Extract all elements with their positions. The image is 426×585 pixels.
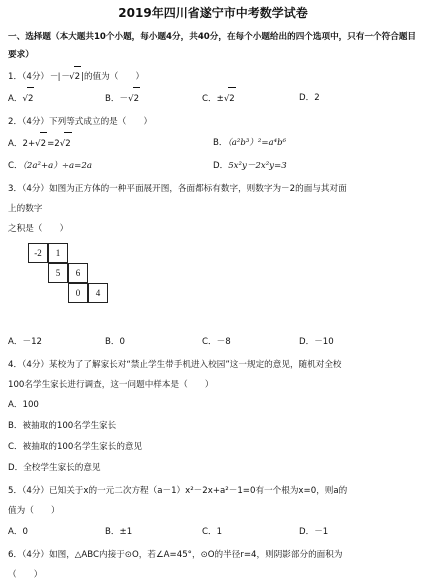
question-4 xyxy=(8,355,418,479)
option-b[interactable]: B．（a²b³）²=a⁴b⁶ xyxy=(213,138,287,148)
option-a[interactable]: A．100 xyxy=(8,400,39,410)
question-4-options xyxy=(8,395,418,479)
question-4-stem-line-2: 100名学生家长进行调查，这一问题中样本是（ ） xyxy=(8,380,214,390)
option-c[interactable]: C．－8 xyxy=(202,337,231,347)
question-6 xyxy=(8,545,418,585)
option-b[interactable]: B．－√2 xyxy=(105,87,202,110)
option-c[interactable]: C．±√2 xyxy=(202,87,299,110)
option-a[interactable]: A．√2 xyxy=(8,87,105,110)
question-6-stem: 6．（4分）如图，△ABC内接于⊙O，若∠A=45°，⊙O的半径r=4，则阴影部分的面积为 xyxy=(8,550,343,560)
cube-net-cell: 1 xyxy=(48,243,68,263)
question-3-stem-line-2: 上的数字 xyxy=(8,204,43,214)
cube-net-cell: 6 xyxy=(68,263,88,283)
option-b[interactable]: B．0 xyxy=(105,337,125,347)
question-3 xyxy=(8,179,418,353)
option-b[interactable]: B．±1 xyxy=(105,527,133,537)
sqrt-icon: √ xyxy=(69,72,75,82)
sqrt-icon: √ xyxy=(128,94,134,104)
exam-page xyxy=(0,4,426,584)
question-2-options xyxy=(8,132,418,177)
question-1-options xyxy=(8,87,418,110)
option-b[interactable]: B．被抽取的100名学生家长 xyxy=(8,421,117,431)
cube-net-cell: -2 xyxy=(28,243,48,263)
question-6-stem-line-2: （ ） xyxy=(8,570,43,580)
sqrt-icon: √ xyxy=(59,139,66,149)
sqrt-icon: √ xyxy=(223,94,230,104)
option-d[interactable]: D．5x²y－2x²y=3 xyxy=(213,161,287,171)
exam-title: 2019年四川省遂宁市中考数学试卷 xyxy=(118,6,308,20)
option-a[interactable]: A．－12 xyxy=(8,337,43,347)
cube-net-cell: 0 xyxy=(68,283,88,303)
option-c[interactable]: C．被抽取的100名学生家长的意见 xyxy=(8,442,143,452)
question-3-stem-line-3: 之积是（ ） xyxy=(8,224,69,234)
cube-net-cell: 4 xyxy=(88,283,108,303)
question-2 xyxy=(8,112,418,177)
option-a[interactable]: A．0 xyxy=(8,527,28,537)
question-1-stem: 1．（4分）－|－√2|的值为（ ） xyxy=(8,66,418,87)
sqrt-icon: √ xyxy=(22,94,28,104)
question-3-options xyxy=(8,331,418,353)
question-5-options xyxy=(8,521,418,543)
option-d[interactable]: D．－1 xyxy=(299,527,329,537)
question-5-stem: 5．（4分）已知关于x的一元二次方程（a－1）x²－2x+a²－1=0有一个根为x=0，则a的 xyxy=(8,486,348,496)
sqrt-icon: √ xyxy=(35,139,41,149)
question-2-stem: 2．（4分）下列等式成立的是（ ） xyxy=(8,117,153,127)
option-d[interactable]: D．全校学生家长的意见 xyxy=(8,463,101,473)
option-c[interactable]: C．（2a²+a）÷a=2a xyxy=(8,161,92,171)
question-5 xyxy=(8,481,418,543)
question-3-stem: 3．（4分）如图为正方体的一种平面展开图，各面都标有数字，则数字为－2的面与其对面 xyxy=(8,184,347,194)
cube-net-figure xyxy=(28,243,418,331)
section-heading: 一、选择题（本大题共10个小题，每小题4分，共40分，在每个小题给出的四个选项中，只有一个符合题目要求） xyxy=(8,32,417,60)
question-5-stem-line-2: 值为（ ） xyxy=(8,506,60,516)
option-c[interactable]: C．1 xyxy=(202,527,223,537)
option-d[interactable]: D．－10 xyxy=(299,337,334,347)
option-d[interactable]: D．2 xyxy=(299,93,320,103)
question-4-stem: 4．（4分）某校为了了解家长对“禁止学生带手机进入校园”这一规定的意见，随机对全校 xyxy=(8,360,342,370)
cube-net-cell: 5 xyxy=(48,263,68,283)
question-1 xyxy=(8,66,418,110)
option-a[interactable]: A．2+√2=2√2 xyxy=(8,132,213,155)
